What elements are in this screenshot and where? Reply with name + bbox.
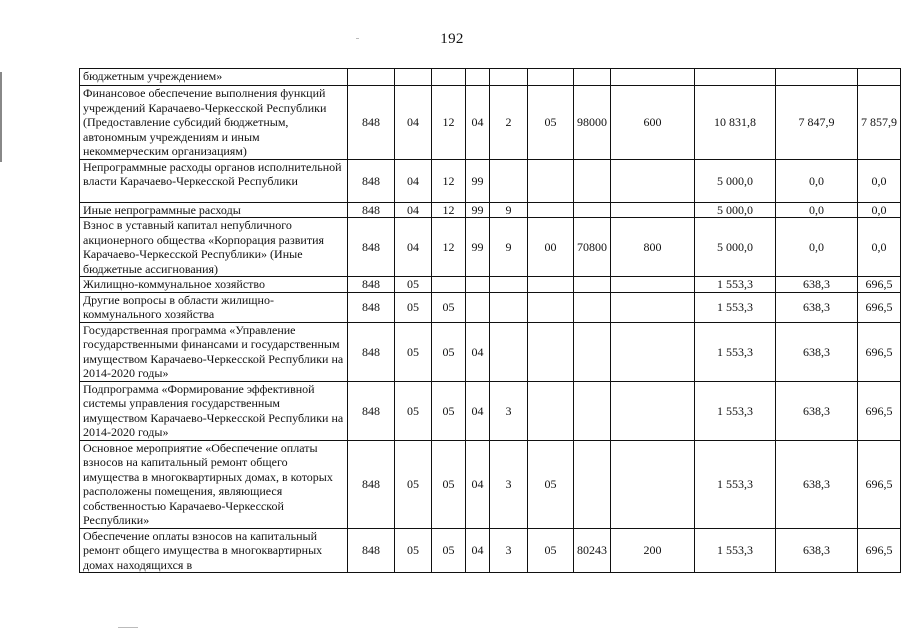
ministry-code-cell: 848 [348,218,395,277]
row-name-cell: Финансовое обеспечение выполнения функций учреждений Карачаево-Черкесской Республики (Предоставление субсидий бюджетным, автономным учреждениям и иным некоммерческим организациям) [80,86,348,160]
section-cell: 04 [395,218,432,277]
subsection-cell [432,69,466,86]
amount-2019-cell: 638,3 [776,322,858,381]
subsection-cell [432,277,466,293]
ministry-code-cell [348,69,395,86]
subsection-cell: 12 [432,159,466,202]
direction-cell: 70800 [574,218,611,277]
amount-2020-cell: 0,0 [858,218,901,277]
program-cell: 99 [466,202,490,218]
activity-cell [528,159,574,202]
scan-speck [356,38,359,39]
table-row [80,202,901,218]
program-cell: 04 [466,322,490,381]
expense-type-cell [611,322,695,381]
row-name-cell: Основное мероприятие «Обеспечение оплаты взносов на капитальный ремонт общего имущества в многоквартирных домах, в которых расположены помещения, являющиеся собственностью Карачаево-Черкесской Республики» [80,440,348,528]
row-name-cell: Непрограммные расходы органов исполнительной власти Карачаево-Черкесской Республики [80,159,348,202]
program-cell [466,277,490,293]
table-row [80,292,901,322]
row-name-cell: Иные непрограммные расходы [80,202,348,218]
row-name-cell: Государственная программа «Управление государственными финансами и государственным имуществом Карачаево-Черкесской Республики на 2014-2020 годы» [80,322,348,381]
expense-type-cell [611,277,695,293]
direction-cell [574,440,611,528]
activity-cell [528,277,574,293]
amount-2020-cell: 7 857,9 [858,86,901,160]
program-cell: 04 [466,440,490,528]
amount-2020-cell: 696,5 [858,322,901,381]
expense-type-cell: 200 [611,528,695,573]
subsection-cell: 12 [432,86,466,160]
amount-2018-cell: 10 831,8 [695,86,776,160]
expense-type-cell [611,440,695,528]
amount-2019-cell [776,69,858,86]
section-cell: 04 [395,202,432,218]
amount-2019-cell: 0,0 [776,202,858,218]
expense-type-cell: 600 [611,86,695,160]
amount-2019-cell: 0,0 [776,159,858,202]
subsection-cell: 05 [432,381,466,440]
subprogram-cell [490,292,528,322]
expense-type-cell [611,292,695,322]
row-name-cell: Жилищно-коммунальное хозяйство [80,277,348,293]
subprogram-cell: 3 [490,528,528,573]
ministry-code-cell: 848 [348,381,395,440]
direction-cell [574,292,611,322]
activity-cell: 05 [528,528,574,573]
activity-cell: 05 [528,440,574,528]
table-row [80,322,901,381]
subprogram-cell: 3 [490,381,528,440]
amount-2018-cell: 1 553,3 [695,440,776,528]
amount-2020-cell: 696,5 [858,528,901,573]
subprogram-cell: 2 [490,86,528,160]
amount-2019-cell: 7 847,9 [776,86,858,160]
subsection-cell: 05 [432,440,466,528]
ministry-code-cell: 848 [348,159,395,202]
direction-cell [574,69,611,86]
row-name-cell: бюджетным учреждением» [80,69,348,86]
expense-type-cell [611,202,695,218]
amount-2020-cell: 696,5 [858,277,901,293]
direction-cell [574,277,611,293]
amount-2018-cell [695,69,776,86]
subsection-cell: 12 [432,218,466,277]
subprogram-cell: 9 [490,202,528,218]
amount-2020-cell: 696,5 [858,381,901,440]
amount-2020-cell [858,69,901,86]
amount-2018-cell: 5 000,0 [695,159,776,202]
subsection-cell: 05 [432,322,466,381]
program-cell: 99 [466,218,490,277]
amount-2018-cell: 1 553,3 [695,292,776,322]
row-name-cell: Другие вопросы в области жилищно-коммунального хозяйства [80,292,348,322]
amount-2018-cell: 1 553,3 [695,381,776,440]
table-row [80,381,901,440]
table-row [80,69,901,86]
table-row [80,218,901,277]
program-cell: 04 [466,86,490,160]
direction-cell: 98000 [574,86,611,160]
row-name-cell: Подпрограмма «Формирование эффективной системы управления государственным имуществом Карачаево-Черкесской Республики на 2014-2020 годы» [80,381,348,440]
expense-type-cell [611,159,695,202]
ministry-code-cell: 848 [348,277,395,293]
amount-2020-cell: 696,5 [858,292,901,322]
amount-2018-cell: 1 553,3 [695,277,776,293]
table-row [80,440,901,528]
program-cell [466,292,490,322]
subprogram-cell: 9 [490,218,528,277]
row-name-cell: Взнос в уставный капитал непубличного акционерного общества «Корпорация развития Карачаево-Черкесской Республики» (Иные бюджетные ассигнования) [80,218,348,277]
activity-cell [528,292,574,322]
table-row [80,277,901,293]
direction-cell [574,322,611,381]
section-cell: 05 [395,277,432,293]
program-cell [466,69,490,86]
direction-cell [574,159,611,202]
table-row [80,528,901,573]
ministry-code-cell: 848 [348,528,395,573]
ministry-code-cell: 848 [348,86,395,160]
amount-2019-cell: 638,3 [776,528,858,573]
activity-cell [528,381,574,440]
amount-2019-cell: 638,3 [776,277,858,293]
subprogram-cell: 3 [490,440,528,528]
scan-edge-line [0,72,2,162]
direction-cell: 80243 [574,528,611,573]
direction-cell [574,381,611,440]
activity-cell [528,69,574,86]
section-cell: 04 [395,86,432,160]
table-row [80,159,901,202]
row-name-cell: Обеспечение оплаты взносов на капитальный ремонт общего имущества в многоквартирных домах находящихся в [80,528,348,573]
section-cell: 04 [395,159,432,202]
amount-2018-cell: 5 000,0 [695,218,776,277]
expense-type-cell [611,69,695,86]
amount-2020-cell: 0,0 [858,159,901,202]
amount-2019-cell: 638,3 [776,381,858,440]
section-cell: 05 [395,381,432,440]
amount-2020-cell: 696,5 [858,440,901,528]
amount-2018-cell: 5 000,0 [695,202,776,218]
ministry-code-cell: 848 [348,292,395,322]
ministry-code-cell: 848 [348,322,395,381]
expense-type-cell: 800 [611,218,695,277]
ministry-code-cell: 848 [348,202,395,218]
subsection-cell: 12 [432,202,466,218]
amount-2019-cell: 638,3 [776,440,858,528]
program-cell: 04 [466,528,490,573]
section-cell [395,69,432,86]
amount-2018-cell: 1 553,3 [695,322,776,381]
amount-2018-cell: 1 553,3 [695,528,776,573]
amount-2019-cell: 0,0 [776,218,858,277]
budget-table-body [80,69,901,573]
subprogram-cell [490,322,528,381]
section-cell: 05 [395,292,432,322]
activity-cell: 00 [528,218,574,277]
expense-type-cell [611,381,695,440]
subprogram-cell [490,277,528,293]
program-cell: 99 [466,159,490,202]
amount-2020-cell: 0,0 [858,202,901,218]
subsection-cell: 05 [432,528,466,573]
program-cell: 04 [466,381,490,440]
activity-cell [528,322,574,381]
subsection-cell: 05 [432,292,466,322]
page-number: 192 [440,31,464,47]
section-cell: 05 [395,322,432,381]
subprogram-cell [490,159,528,202]
direction-cell [574,202,611,218]
amount-2019-cell: 638,3 [776,292,858,322]
activity-cell: 05 [528,86,574,160]
section-cell: 05 [395,440,432,528]
scan-speck [118,627,138,628]
ministry-code-cell: 848 [348,440,395,528]
subprogram-cell [490,69,528,86]
table-row [80,86,901,160]
budget-table [79,68,901,573]
section-cell: 05 [395,528,432,573]
activity-cell [528,202,574,218]
